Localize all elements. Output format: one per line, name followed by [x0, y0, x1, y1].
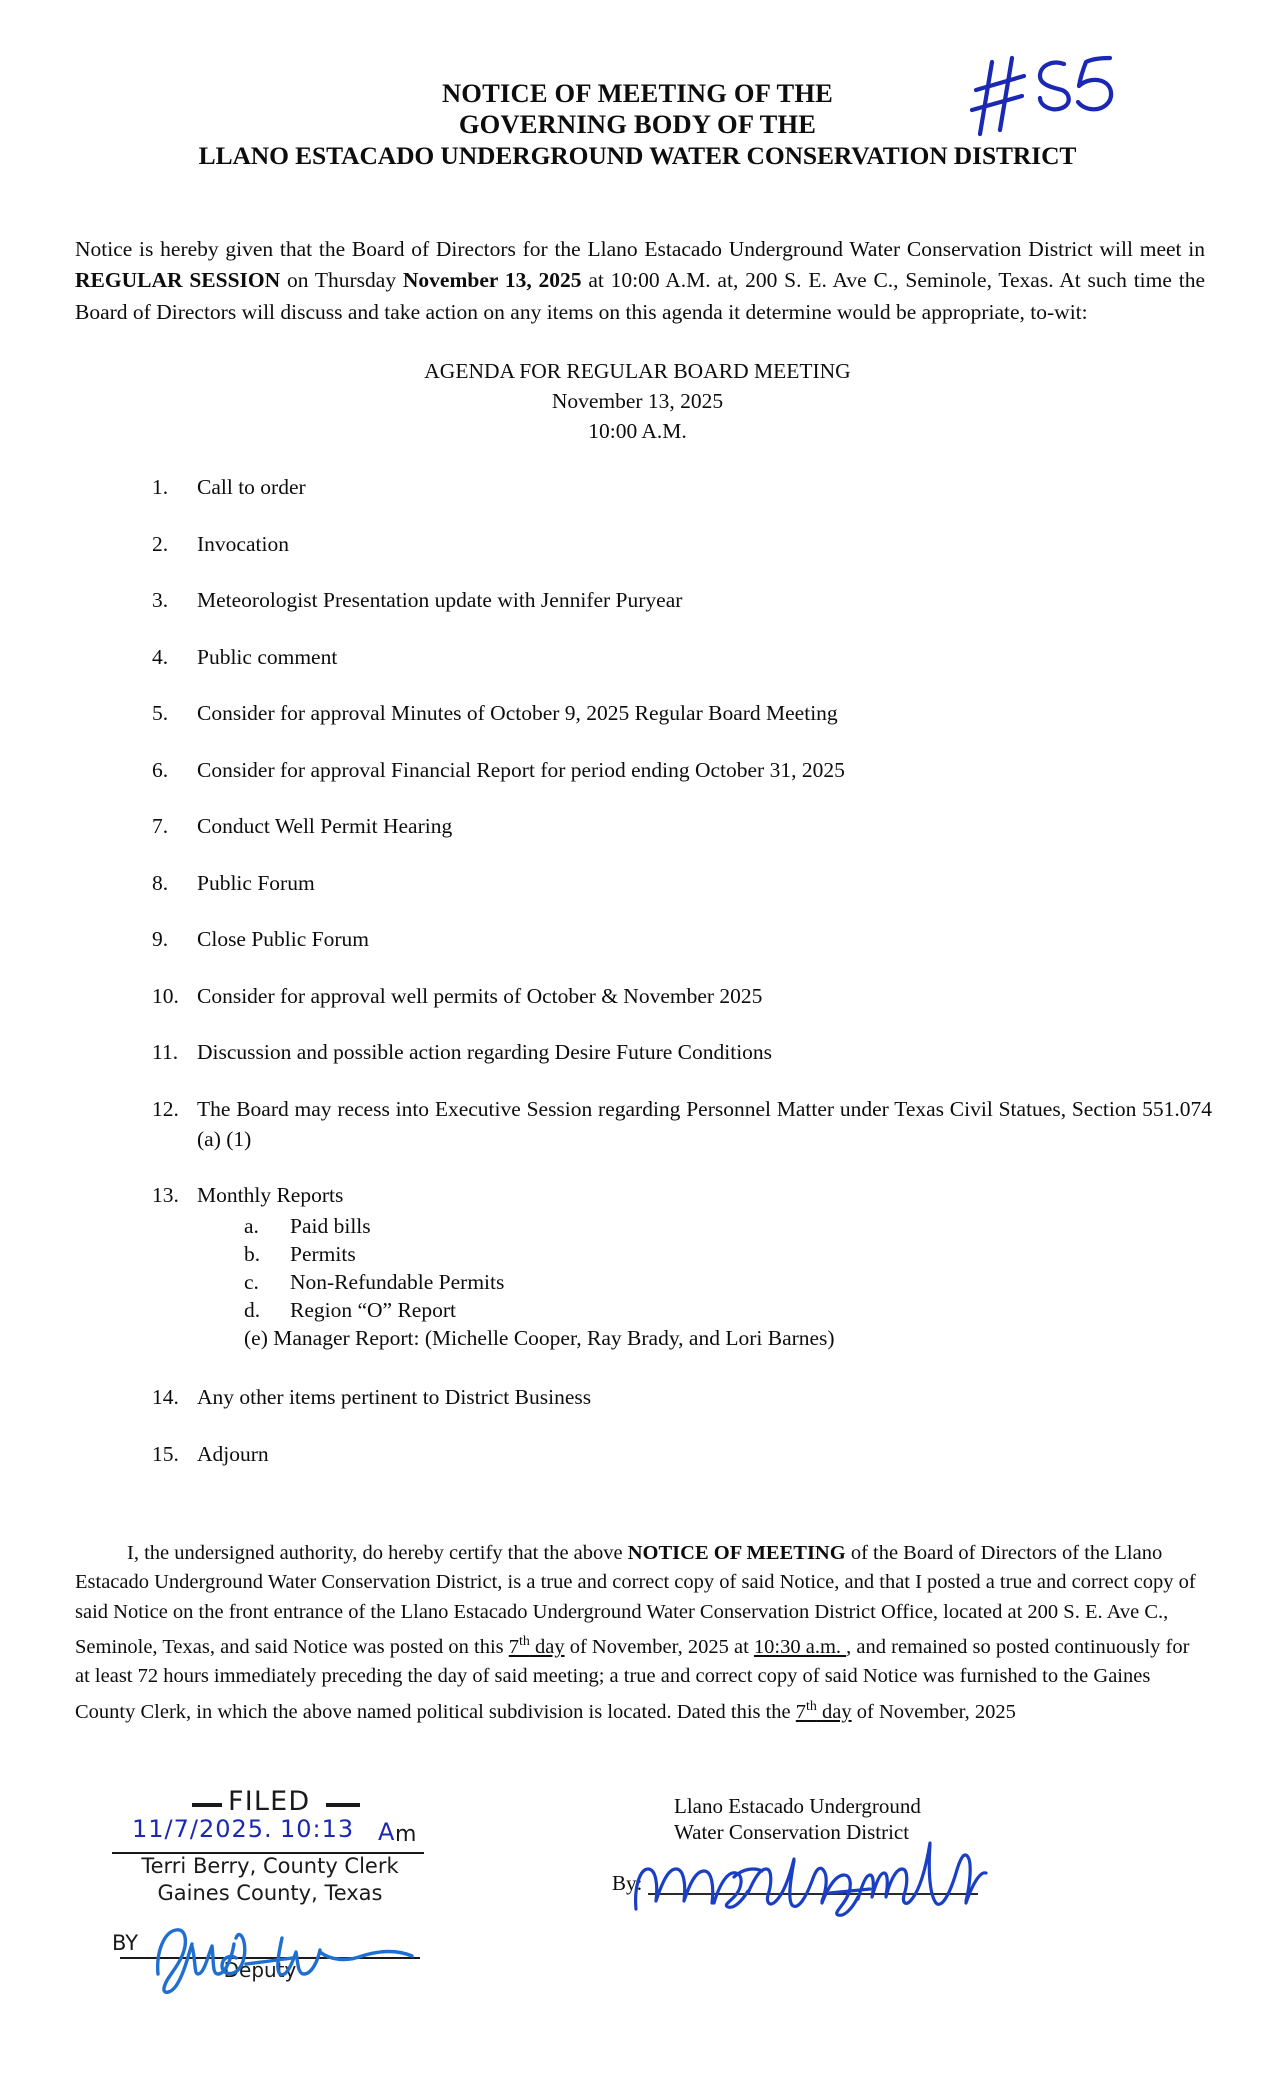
agenda-item — [152, 472, 1212, 502]
sub-item-label: b. — [244, 1242, 261, 1266]
sub-item-manager-report — [197, 1324, 1212, 1352]
sub-item-label: a. — [244, 1214, 259, 1238]
agenda-item-text: Discussion and possible action regarding Desire Future Conditions — [197, 1040, 773, 1064]
agenda-item — [152, 868, 1212, 898]
agenda-item-text: Any other items pertinent to District Business — [197, 1385, 592, 1409]
agenda-item — [152, 1439, 1212, 1469]
sub-item — [197, 1268, 1212, 1296]
agenda-item-text: Meteorologist Presentation update with Jennifer Puryear — [197, 588, 683, 612]
agenda-item — [152, 1037, 1212, 1067]
filed-label: FILED — [228, 1786, 311, 1817]
document-title — [60, 78, 1215, 171]
sub-item-text: (e) Manager Report: (Michelle Cooper, Ray Brady, and Lori Barnes) — [244, 1326, 835, 1350]
sub-item — [197, 1296, 1212, 1324]
sub-item-text: Non-Refundable Permits — [290, 1270, 505, 1294]
certification-seg2: of the Board of Directors of the Llano Estacado Underground Water Conservation District, is a true and correct copy of said Notice, and that I posted a true and correct copy of said Notice on the front entrance of the Llano Estacado Underground Water Conservation District Office, located at 200 S. E. Ave C., Seminole, Texas, and said Notice was posted on this — [75, 1541, 1196, 1658]
posted-day-number: 7 — [508, 1635, 519, 1658]
agenda-item-text: Call to order — [197, 475, 306, 499]
agenda-item-number: 3. — [152, 588, 169, 612]
filed-handwritten-ampm: A — [378, 1818, 395, 1846]
agenda-item-number: 5. — [152, 701, 169, 725]
district-org-line-1: Llano Estacado Underground — [674, 1794, 921, 1818]
title-line-3: LLANO ESTACADO UNDERGROUND WATER CONSERVATION DISTRICT — [198, 141, 1077, 170]
dated-day-ordinal: th — [806, 1698, 817, 1714]
agenda-item-text: Conduct Well Permit Hearing — [197, 814, 453, 838]
sub-item-text: Paid bills — [290, 1214, 371, 1238]
session-type: REGULAR SESSION — [75, 268, 281, 292]
filed-handwritten-date: 11/7/2025. — [132, 1815, 273, 1843]
agenda-item — [152, 924, 1212, 954]
deputy-signature — [150, 1916, 420, 1996]
county-clerk-name: Terri Berry, County Clerk — [141, 1854, 399, 1878]
agenda-item-number: 8. — [152, 870, 169, 895]
agenda-item-number: 13. — [152, 1183, 179, 1207]
posted-day-word: day — [529, 1635, 565, 1658]
agenda-item — [152, 642, 1212, 672]
district-signature-block — [612, 1793, 1032, 1895]
agenda-item-number: 15. — [152, 1441, 179, 1466]
agenda-item-text: Adjourn — [197, 1441, 269, 1466]
agenda-item-number: 7. — [152, 814, 169, 838]
sub-item-text: Region “O” Report — [290, 1298, 456, 1322]
agenda-item-text: Public Forum — [197, 870, 315, 895]
agenda-header — [60, 356, 1215, 446]
agenda-list — [152, 472, 1212, 1469]
district-org-line-2: Water Conservation District — [674, 1820, 910, 1844]
posted-day-fill — [509, 1636, 565, 1658]
certification-seg3: of November, 2025 at — [564, 1635, 754, 1658]
certification-seg1: I, the undersigned authority, do hereby certify that the above — [127, 1541, 628, 1564]
agenda-item-number: 10. — [152, 983, 179, 1008]
agenda-item-number: 9. — [152, 927, 169, 951]
monthly-reports-sublist — [197, 1212, 1212, 1352]
agenda-item-number: 14. — [152, 1385, 179, 1409]
notice-text-part2: on Thursday — [280, 268, 403, 292]
sub-item — [197, 1212, 1212, 1240]
notice-text-part3: at 10:00 A.M. at, 200 S. E. Ave C., Seminole, Texas. At such time the Board of Directors will discuss and take action on any items on this agenda it determine would be appropriate, to-wit: — [75, 268, 1205, 324]
filed-printed-m: m — [395, 1822, 417, 1847]
meeting-date: November 13, 2025 — [402, 268, 582, 292]
certification-paragraph — [75, 1539, 1207, 1728]
agenda-item-monthly-reports — [152, 1180, 1212, 1352]
filed-by-label: BY — [112, 1931, 139, 1955]
agenda-item-text: Close Public Forum — [197, 927, 370, 951]
agenda-header-line-1: AGENDA FOR REGULAR BOARD MEETING — [424, 359, 851, 383]
agenda-item-number: 4. — [152, 644, 169, 669]
notice-paragraph — [75, 234, 1205, 329]
deputy-label: Deputy — [223, 1958, 297, 1982]
certification-seg4: , and remained so posted continuously for at least 72 hours immediately preceding the day of said meeting; a true and correct copy of said Notice was furnished to the Gaines County Clerk, in which the above named political subdivision is located. Dated this the — [75, 1635, 1190, 1723]
posted-day-ordinal: th — [519, 1634, 530, 1649]
agenda-item — [152, 981, 1212, 1011]
agenda-item-text: Consider for approval well permits of October & November 2025 — [197, 983, 763, 1008]
agenda-item-number: 12. — [152, 1096, 179, 1121]
sub-item — [197, 1240, 1212, 1268]
filed-dash-left — [192, 1803, 222, 1807]
agenda-item-text: Invocation — [197, 531, 289, 556]
agenda-header-line-3: 10:00 A.M. — [588, 419, 687, 443]
signature-by-label: By: — [612, 1871, 643, 1895]
title-line-2: GOVERNING BODY OF THE — [458, 109, 817, 139]
agenda-item-text: Public comment — [197, 644, 338, 669]
county-name: Gaines County, Texas — [157, 1881, 383, 1905]
agenda-item — [152, 529, 1212, 559]
notice-text-part1: Notice is hereby given that the Board of Directors for the Llano Estacado Underground Water Conservation District will meet in — [75, 236, 1205, 261]
agenda-item-number: 6. — [152, 757, 169, 782]
filed-stamp — [110, 1786, 455, 2001]
sub-item-text: Permits — [290, 1242, 356, 1266]
agenda-item — [152, 1382, 1212, 1412]
agenda-item-text: Consider for approval Minutes of October 9, 2025 Regular Board Meeting — [197, 701, 838, 725]
dated-day-number: 7 — [795, 1700, 807, 1723]
agenda-item-text: Monthly Reports — [197, 1183, 344, 1207]
agenda-item-text: Consider for approval Financial Report for period ending October 31, 2025 — [197, 757, 845, 782]
posted-time-fill: 10:30 a.m. — [753, 1635, 847, 1658]
signature-rule — [648, 1893, 978, 1895]
certification-bold-notice: NOTICE OF MEETING — [627, 1541, 846, 1564]
agenda-item-text: The Board may recess into Executive Session regarding Personnel Matter under Texas Civil Statues, Section 551.074 (a) (1) — [197, 1096, 1212, 1151]
dated-day-fill — [795, 1698, 852, 1723]
agenda-item-number: 2. — [152, 531, 169, 556]
agenda-item — [152, 585, 1212, 615]
sub-item-label: d. — [244, 1298, 261, 1322]
filed-handwritten-time: 10:13 — [280, 1815, 355, 1843]
agenda-item — [152, 698, 1212, 728]
agenda-item-number: 11. — [152, 1040, 179, 1064]
agenda-item — [152, 1094, 1212, 1154]
sub-item-label: c. — [244, 1270, 259, 1294]
title-line-1: NOTICE OF MEETING OF THE — [441, 78, 834, 108]
certification-seg5: of November, 2025 — [851, 1700, 1016, 1723]
agenda-item — [152, 811, 1212, 841]
agenda-item — [152, 755, 1212, 785]
agenda-item-number: 1. — [152, 475, 169, 499]
filed-dash-right — [326, 1803, 360, 1807]
agenda-header-line-2: November 13, 2025 — [551, 389, 724, 413]
dated-day-word: day — [816, 1700, 852, 1723]
